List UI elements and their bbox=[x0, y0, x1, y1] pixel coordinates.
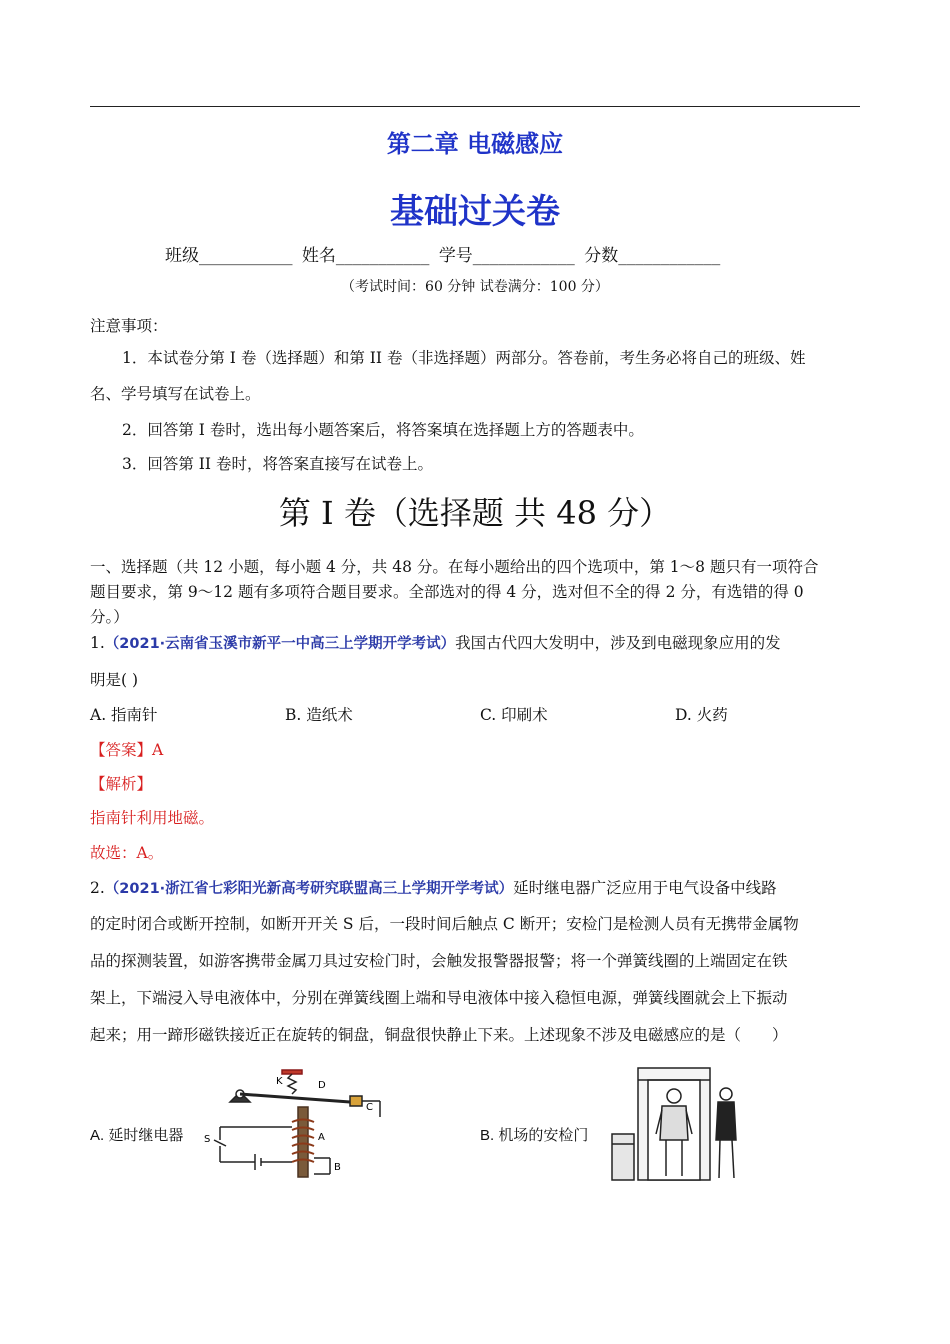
delay-relay-figure bbox=[200, 1062, 385, 1187]
notice-item-3: 3．回答第 II 卷时，将答案直接写在试卷上。 bbox=[122, 455, 433, 473]
chapter-title: 第二章 电磁感应 bbox=[386, 130, 564, 158]
question-number: 2. bbox=[90, 879, 105, 897]
student-id-field: 学号____________ bbox=[438, 246, 575, 266]
question-text: 我国古代四大发明中，涉及到电磁现象应用的发 bbox=[455, 634, 781, 652]
part-one-title: 第 I 卷（选择题 共 48 分） bbox=[278, 494, 672, 532]
option-c: C. 印刷术 bbox=[480, 706, 548, 724]
figure-b-label: B. 机场的安检门 bbox=[480, 1127, 589, 1144]
page-title: 基础过关卷 bbox=[390, 192, 560, 232]
question-2-stem bbox=[90, 876, 777, 898]
question-2-line-3: 品的探测装置，如游客携带金属刀具过安检门时，会触发报警器报警；将一个弹簧线圈的上端固定在铁 bbox=[90, 952, 788, 970]
notice-item-2: 2．回答第 I 卷时，选出每小题答案后，将答案填在选择题上方的答题表中。 bbox=[122, 421, 644, 439]
notice-heading: 注意事项： bbox=[90, 317, 168, 335]
section-instructions-1: 一、选择题（共 12 小题，每小题 4 分，共 48 分。在每小题给出的四个选项中，第 1～8 题只有一项符合 bbox=[90, 558, 819, 576]
analysis-conclusion: 故选：A。 bbox=[90, 844, 164, 862]
relay-label-b: B bbox=[334, 1162, 341, 1173]
question-2-line-5: 起来；用一蹄形磁铁接近正在旋转的铜盘，铜盘很快静止下来。上述现象不涉及电磁感应的是（ ） bbox=[90, 1026, 788, 1044]
option-b: B. 造纸术 bbox=[285, 706, 353, 724]
option-d: D. 火药 bbox=[675, 706, 728, 724]
relay-label-s: S bbox=[204, 1134, 211, 1145]
question-text: 延时继电器广泛应用于电气设备中线路 bbox=[513, 879, 777, 897]
option-a: A. 指南针 bbox=[90, 706, 158, 724]
header-rule bbox=[90, 106, 860, 107]
answer-label: 【答案】A bbox=[90, 741, 164, 759]
exam-meta: （考试时间：60 分钟 试卷满分：100 分） bbox=[341, 279, 609, 295]
analysis-label: 【解析】 bbox=[90, 775, 153, 793]
score-field: 分数____________ bbox=[584, 246, 721, 266]
question-1-stem-cont: 明是( ) bbox=[90, 671, 139, 689]
question-1-stem bbox=[90, 631, 781, 653]
notice-item-1: 1．本试卷分第 I 卷（选择题）和第 II 卷（非选择题）两部分。答卷前，考生务必将自己的班级、姓 bbox=[122, 349, 806, 367]
name-field: 姓名___________ bbox=[301, 246, 430, 266]
student-info-fields bbox=[165, 241, 724, 266]
question-source: （2021·浙江省七彩阳光新高考研究联盟高三上学期开学考试） bbox=[104, 881, 514, 897]
relay-label-d: D bbox=[318, 1080, 326, 1091]
analysis-text: 指南针利用地磁。 bbox=[90, 809, 215, 827]
notice-item-1-cont: 名、学号填写在试卷上。 bbox=[90, 385, 261, 403]
relay-label-a: A bbox=[318, 1132, 325, 1143]
question-number: 1. bbox=[90, 634, 105, 652]
section-instructions-3: 分。） bbox=[90, 608, 129, 626]
relay-label-c: C bbox=[366, 1102, 373, 1113]
figure-a-label: A. 延时继电器 bbox=[90, 1127, 184, 1144]
question-2-line-4: 架上，下端浸入导电液体中，分别在弹簧线圈上端和导电液体中接入稳恒电源，弹簧线圈就会上下振动 bbox=[90, 989, 788, 1007]
question-2-line-2: 的定时闭合或断开控制，如断开开关 S 后，一段时间后触点 C 断开；安检门是检测人员有无携带金属物 bbox=[90, 915, 799, 933]
class-field: 班级___________ bbox=[165, 246, 293, 266]
relay-label-k: K bbox=[276, 1076, 283, 1087]
section-instructions-2: 题目要求，第 9～12 题有多项符合题目要求。全部选对的得 4 分，选对但不全的得 2 分，有选错的得 0 bbox=[90, 583, 804, 601]
question-source: （2021·云南省玉溪市新平一中高三上学期开学考试） bbox=[104, 636, 456, 652]
security-gate-figure bbox=[608, 1060, 748, 1188]
